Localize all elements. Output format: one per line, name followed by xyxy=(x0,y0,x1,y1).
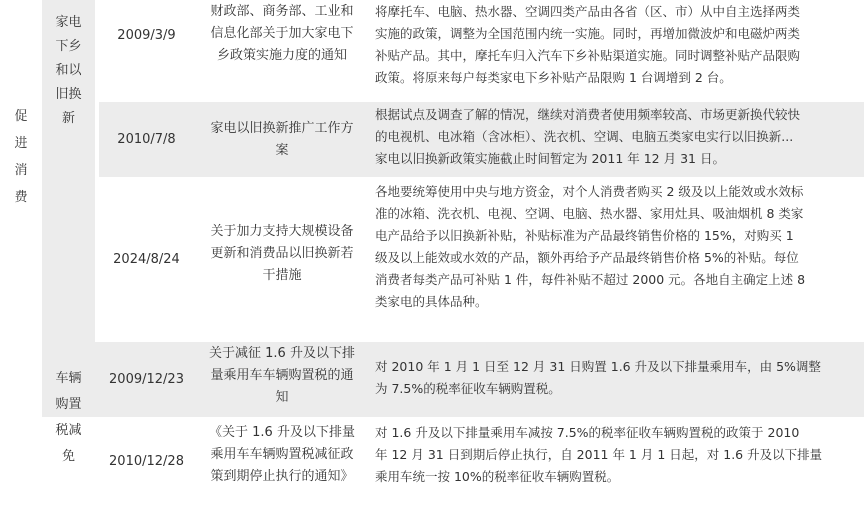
table-row-document: 关于减征 1.6 升及以下排 量乘用车车辆购置税的通 知 xyxy=(209,346,355,405)
table-row-content: 对 2010 年 1 月 1 日至 12 月 31 日购置 1.6 升及以下排量乘用车，由 5%调整 为 7.5%的税率征收车辆购置税。 xyxy=(375,359,821,396)
main-category-label: 促 进 消 费 xyxy=(14,109,28,205)
table-row-content: 将摩托车、电脑、热水器、空调四类产品由各省（区、市）从中自主选择两类 实施的政策，调整为全国范围内统一实施。同时，再增加微波炉和电磁炉两类 补贴产品。其中，摩托车归入汽车下乡补贴渠道实施。同时调整补贴产品限购 政策。将原来每户每类家电下乡补贴产品限购 1 台调增到 2 台。 xyxy=(375,4,801,85)
table-row-date: 2010/7/8 xyxy=(117,131,176,147)
table-row-date: 2024/8/24 xyxy=(113,251,180,267)
group-label-appliance: 家电 下乡 和以 旧换 新 xyxy=(55,15,82,126)
table-row-content: 根据试点及调查了解的情况，继续对消费者使用频率较高、市场更新换代较快 的电视机、电冰箱（含冰柜）、洗衣机、空调、电脑五类家电实行以旧换新... 家电以旧换新政策实施截止时间暂定为 2011 年 12 月 31 日。 xyxy=(375,107,801,166)
table-row-content: 对 1.6 升及以下排量乘用车减按 7.5%的税率征收车辆购置税的政策于 2010 年 12 月 31 日到期后停止执行，自 2011 年 1 月 1 日起，对 1.6 升及以下排量 乘用车统一按 10%的税率征收车辆购置税。 xyxy=(375,425,823,484)
group-label-vehicle-tax: 车辆 购置 税减 免 xyxy=(55,371,82,464)
main-category-cell xyxy=(0,0,42,513)
table-row-document: 家电以旧换新推广工作方 案 xyxy=(210,121,354,158)
table-row-date: 2009/12/23 xyxy=(109,371,184,387)
table-row-date: 2010/12/28 xyxy=(109,454,184,469)
table-row-date: 2009/3/9 xyxy=(117,28,176,43)
table-row-document: 《关于 1.6 升及以下排量 乘用车车辆购置税减征政 策到期停止执行的通知》 xyxy=(209,425,355,484)
table-row-document: 财政部、商务部、工业和 信息化部关于加大家电下 乡政策实施力度的通知 xyxy=(210,4,354,63)
table-row-content: 各地要统筹使用中央与地方资金，对个人消费者购买 2 级及以上能效或水效标 准的冰箱、洗衣机、电视、空调、电脑、热水器、家用灶具、吸油烟机 8 类家 电产品给予以旧换新补贴，补贴标准为产品最终销售价格的 15%，对购买 1 级及以上能效或水效的产品，额外再给予产品最终销售价格 5%的补贴。每位 消费者每类产品可补贴 1 件，每件补贴不超过 2000 元。各地自主确定上述 8 类家电的具体品种。 xyxy=(375,184,806,309)
table-row-document: 关于加力支持大规模设备 更新和消费品以旧换新若 干措施 xyxy=(210,224,354,283)
